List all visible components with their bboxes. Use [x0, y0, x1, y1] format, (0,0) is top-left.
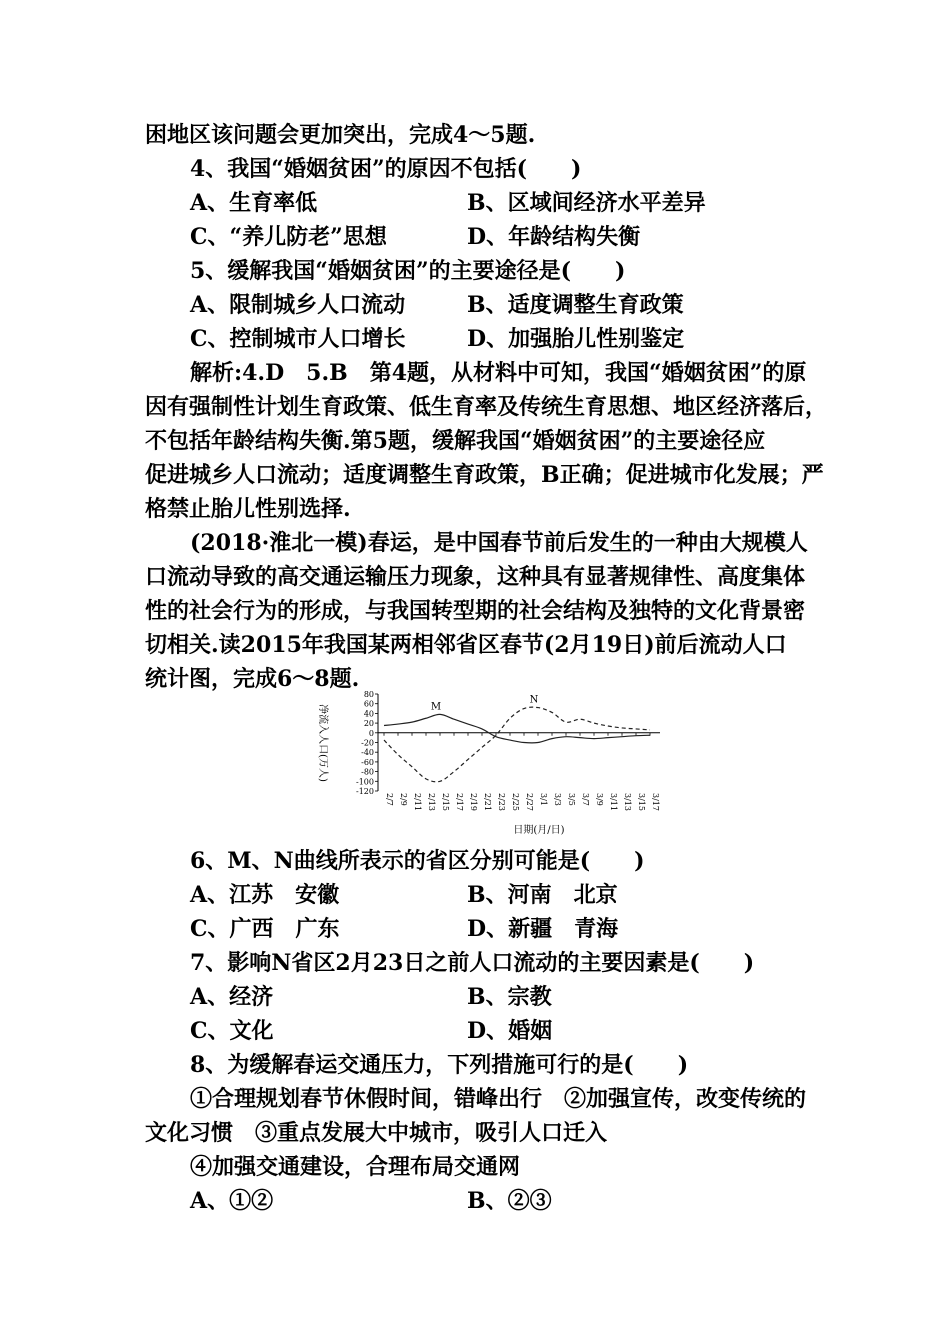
migration-chart — [298, 688, 678, 838]
analysis-line-2: 因有强制性计划生育政策、低生育率及传统生育思想、地区经济落后， — [145, 394, 828, 420]
q5-option-c[interactable]: C、控制城市人口增长 — [190, 326, 406, 352]
x-tick-label: 3/15 — [637, 793, 646, 811]
x-tick-label: 3/5 — [567, 793, 576, 806]
y-tick-label: 80 — [363, 690, 374, 699]
x-tick-label: 2/15 — [441, 793, 450, 811]
x-tick-label: 2/27 — [525, 793, 534, 811]
q8-stem: 8、为缓解春运交通压力，下列措施可行的是( ) — [190, 1052, 689, 1078]
q8-items-line-1: ①合理规划春节休假时间，错峰出行 ②加强宣传，改变传统的 — [190, 1086, 807, 1112]
x-tick-label: 2/17 — [455, 793, 464, 811]
q6-option-c[interactable]: C、广西 广东 — [190, 916, 340, 942]
series-label-M: M — [430, 701, 442, 713]
x-tick-label: 2/9 — [399, 793, 408, 806]
x-tick-label: 2/13 — [427, 793, 436, 811]
series-label-N: N — [529, 694, 539, 706]
passage-line-5: 统计图，完成6～8题. — [145, 666, 360, 692]
x-tick-label: 3/7 — [581, 793, 590, 806]
q8-option-a[interactable]: A、①② — [190, 1188, 274, 1214]
y-tick-label: 40 — [363, 709, 374, 719]
x-tick-label: 3/11 — [609, 793, 618, 811]
x-tick-label: 2/11 — [413, 793, 422, 811]
analysis-line-3: 不包括年龄结构失衡.第5题，缓解我国“婚姻贫困”的主要途径应 — [145, 428, 766, 454]
y-tick-label: -120 — [356, 787, 374, 796]
y-tick-label: 60 — [363, 699, 374, 709]
x-axis-label: 日期(月/日) — [513, 825, 565, 836]
q5-option-a[interactable]: A、限制城乡人口流动 — [190, 292, 406, 318]
q7-stem: 7、影响N省区2月23日之前人口流动的主要因素是( ) — [190, 950, 755, 976]
y-tick-label: 0 — [368, 728, 374, 738]
q4-option-c[interactable]: C、“养儿防老”思想 — [190, 224, 387, 250]
x-tick-label: 2/23 — [497, 793, 506, 811]
intro-tail: 困地区该问题会更加突出，完成4～5题. — [145, 122, 536, 148]
q6-option-a[interactable]: A、江苏 安徽 — [190, 882, 340, 908]
x-tick-label: 2/25 — [511, 793, 520, 811]
q7-option-a[interactable]: A、经济 — [190, 984, 274, 1010]
x-tick-label: 2/19 — [469, 793, 478, 811]
y-tick-label: 20 — [363, 719, 374, 729]
series-line-M — [384, 714, 650, 743]
q7-option-d[interactable]: D、婚姻 — [467, 1018, 553, 1044]
q4-option-b[interactable]: B、区域间经济水平差异 — [467, 190, 706, 216]
q5-option-d[interactable]: D、加强胎儿性别鉴定 — [467, 326, 685, 352]
passage-line-2: 口流动导致的高交通运输压力现象，这种具有显著规律性、高度集体 — [145, 564, 806, 590]
x-tick-label: 3/17 — [651, 793, 660, 811]
q8-option-b[interactable]: B、②③ — [467, 1188, 552, 1214]
q5-option-b[interactable]: B、适度调整生育政策 — [467, 292, 684, 318]
q4-stem: 4、我国“婚姻贫困”的原因不包括( ) — [190, 156, 582, 182]
y-tick-label: -100 — [356, 777, 374, 787]
q4-option-d[interactable]: D、年龄结构失衡 — [467, 224, 641, 250]
passage-line-4: 切相关.读2015年我国某两相邻省区春节(2月19日)前后流动人口 — [145, 632, 787, 658]
q6-option-b[interactable]: B、河南 北京 — [467, 882, 618, 908]
q8-items-line-3: ④加强交通建设，合理布局交通网 — [190, 1154, 521, 1180]
passage-line-1: (2018·淮北一模)春运，是中国春节前后发生的一种由大规模人 — [190, 530, 808, 556]
q4-option-a[interactable]: A、生育率低 — [190, 190, 318, 216]
x-tick-label: 3/3 — [553, 793, 562, 806]
analysis-line-4: 促进城乡人口流动；适度调整生育政策，B正确；促进城市化发展；严 — [145, 462, 824, 488]
q7-option-c[interactable]: C、文化 — [190, 1018, 274, 1044]
x-tick-label: 3/9 — [595, 793, 604, 806]
y-tick-label: -20 — [361, 738, 374, 748]
x-tick-label: 2/21 — [483, 793, 492, 811]
q5-stem: 5、缓解我国“婚姻贫困”的主要途径是( ) — [190, 258, 626, 284]
y-tick-label: -60 — [361, 757, 374, 767]
y-tick-label: -40 — [361, 748, 374, 758]
x-tick-label: 3/1 — [539, 793, 548, 806]
y-tick-label: -80 — [361, 767, 374, 777]
q7-option-b[interactable]: B、宗教 — [467, 984, 552, 1010]
analysis-line-1: 解析:4.D 5.B 第4题，从材料中可知，我国“婚姻贫困”的原 — [190, 360, 807, 386]
q6-option-d[interactable]: D、新疆 青海 — [467, 916, 619, 942]
q8-items-line-2: 文化习惯 ③重点发展大中城市，吸引人口迁入 — [145, 1120, 608, 1146]
q6-stem: 6、M、N曲线所表示的省区分别可能是( ) — [190, 848, 645, 874]
analysis-line-5: 格禁止胎儿性别选择. — [145, 496, 351, 522]
x-tick-label: 3/13 — [623, 793, 632, 811]
passage-line-3: 性的社会行为的形成，与我国转型期的社会结构及独特的文化背景密 — [145, 598, 806, 624]
x-tick-label: 2/7 — [385, 793, 394, 806]
y-axis-label: 净流入人口(万人) — [317, 704, 328, 782]
